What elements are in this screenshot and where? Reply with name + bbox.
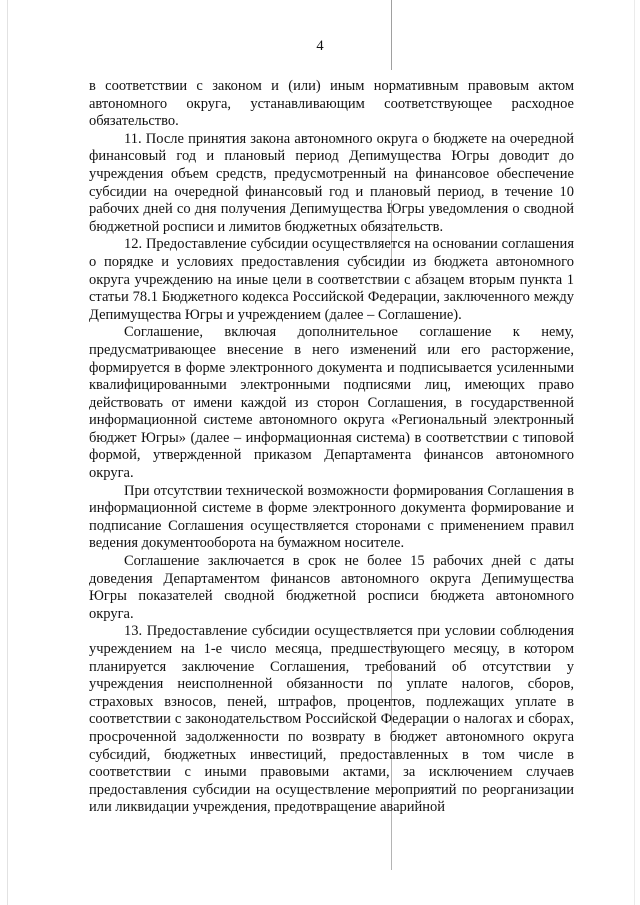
scan-artifact-line bbox=[391, 0, 392, 70]
document-body bbox=[89, 78, 574, 817]
paragraph-clause-11: 11. После принятия закона автономного округа о бюджете на очередной финансовый год и плановый период Депимущества Югры доводит до учреждения объем средств, предусмотренный на финансовое обеспечение субсидии на очередной финансовый год и плановый период, в течение 10 рабочих дней со дня получения Депимущества Югры уведомления о сводной бюджетной росписи и лимитов бюджетных обязательств. bbox=[89, 130, 574, 235]
paragraph-paper-fallback: При отсутствии технической возможности формирования Соглашения в информационной системе в форме электронного документа формирование и подписание Соглашения осуществляется сторонами с применением правил ведения документооборота на бумажном носителе. bbox=[89, 482, 574, 552]
paragraph-continuation: в соответствии с законом и (или) иным нормативным правовым актом автономного округа, устанавливающим соответствующее расходное обязательство. bbox=[89, 78, 574, 130]
paragraph-clause-12: 12. Предоставление субсидии осуществляется на основании соглашения о порядке и условиях предоставления субсидии из бюджета автономного округа учреждению на иные цели в соответствии с абзацем вторым пункта 1 статьи 78.1 Бюджетного кодекса Российской Федерации, заключенного между Депимущества Югры и учреждением (далее – Соглашение). bbox=[89, 236, 574, 323]
scan-edge-left bbox=[7, 0, 8, 905]
paragraph-clause-13: 13. Предоставление субсидии осуществляется при условии соблюдения учреждением на 1-е число месяца, предшествующего месяцу, в котором планируется заключение Соглашения, требований об отсутствии у учреждения неисполненной обязанности по уплате налогов, сборов, страховых взносов, пеней, штрафов, процентов, подлежащих уплате в соответствии с законодательством Российской Федерации о налогах и сборах, просроченной задолженности по возврату в бюджет автономного округа субсидий, бюджетных инвестиций, предоставленных в том числе в соответствии с иными правовыми актами, за исключением случаев предоставления субсидии на осуществление мероприятий по реорганизации или ликвидации учреждения, предотвращение аварийной bbox=[89, 623, 574, 816]
paragraph-agreement-form: Соглашение, включая дополнительное соглашение к нему, предусматривающее внесение в него изменений или его расторжение, формируется в форме электронного документа и подписывается усиленными квалифицированными электронными подписями лиц, имеющих право действовать от имени каждой из сторон Соглашения, в государственной информационной системе автономного округа «Региональный электронный бюджет Югры» (далее – информационная система) в соответствии с типовой формой, утвержденной приказом Департамента финансов автономного округа. bbox=[89, 324, 574, 482]
page-number: 4 bbox=[316, 38, 324, 54]
scan-edge-right bbox=[634, 0, 635, 905]
paragraph-agreement-deadline: Соглашение заключается в срок не более 15 рабочих дней с даты доведения Департаментом финансов автономного округа Депимущества Югры показателей сводной бюджетной росписи бюджета автономного округа. bbox=[89, 553, 574, 622]
